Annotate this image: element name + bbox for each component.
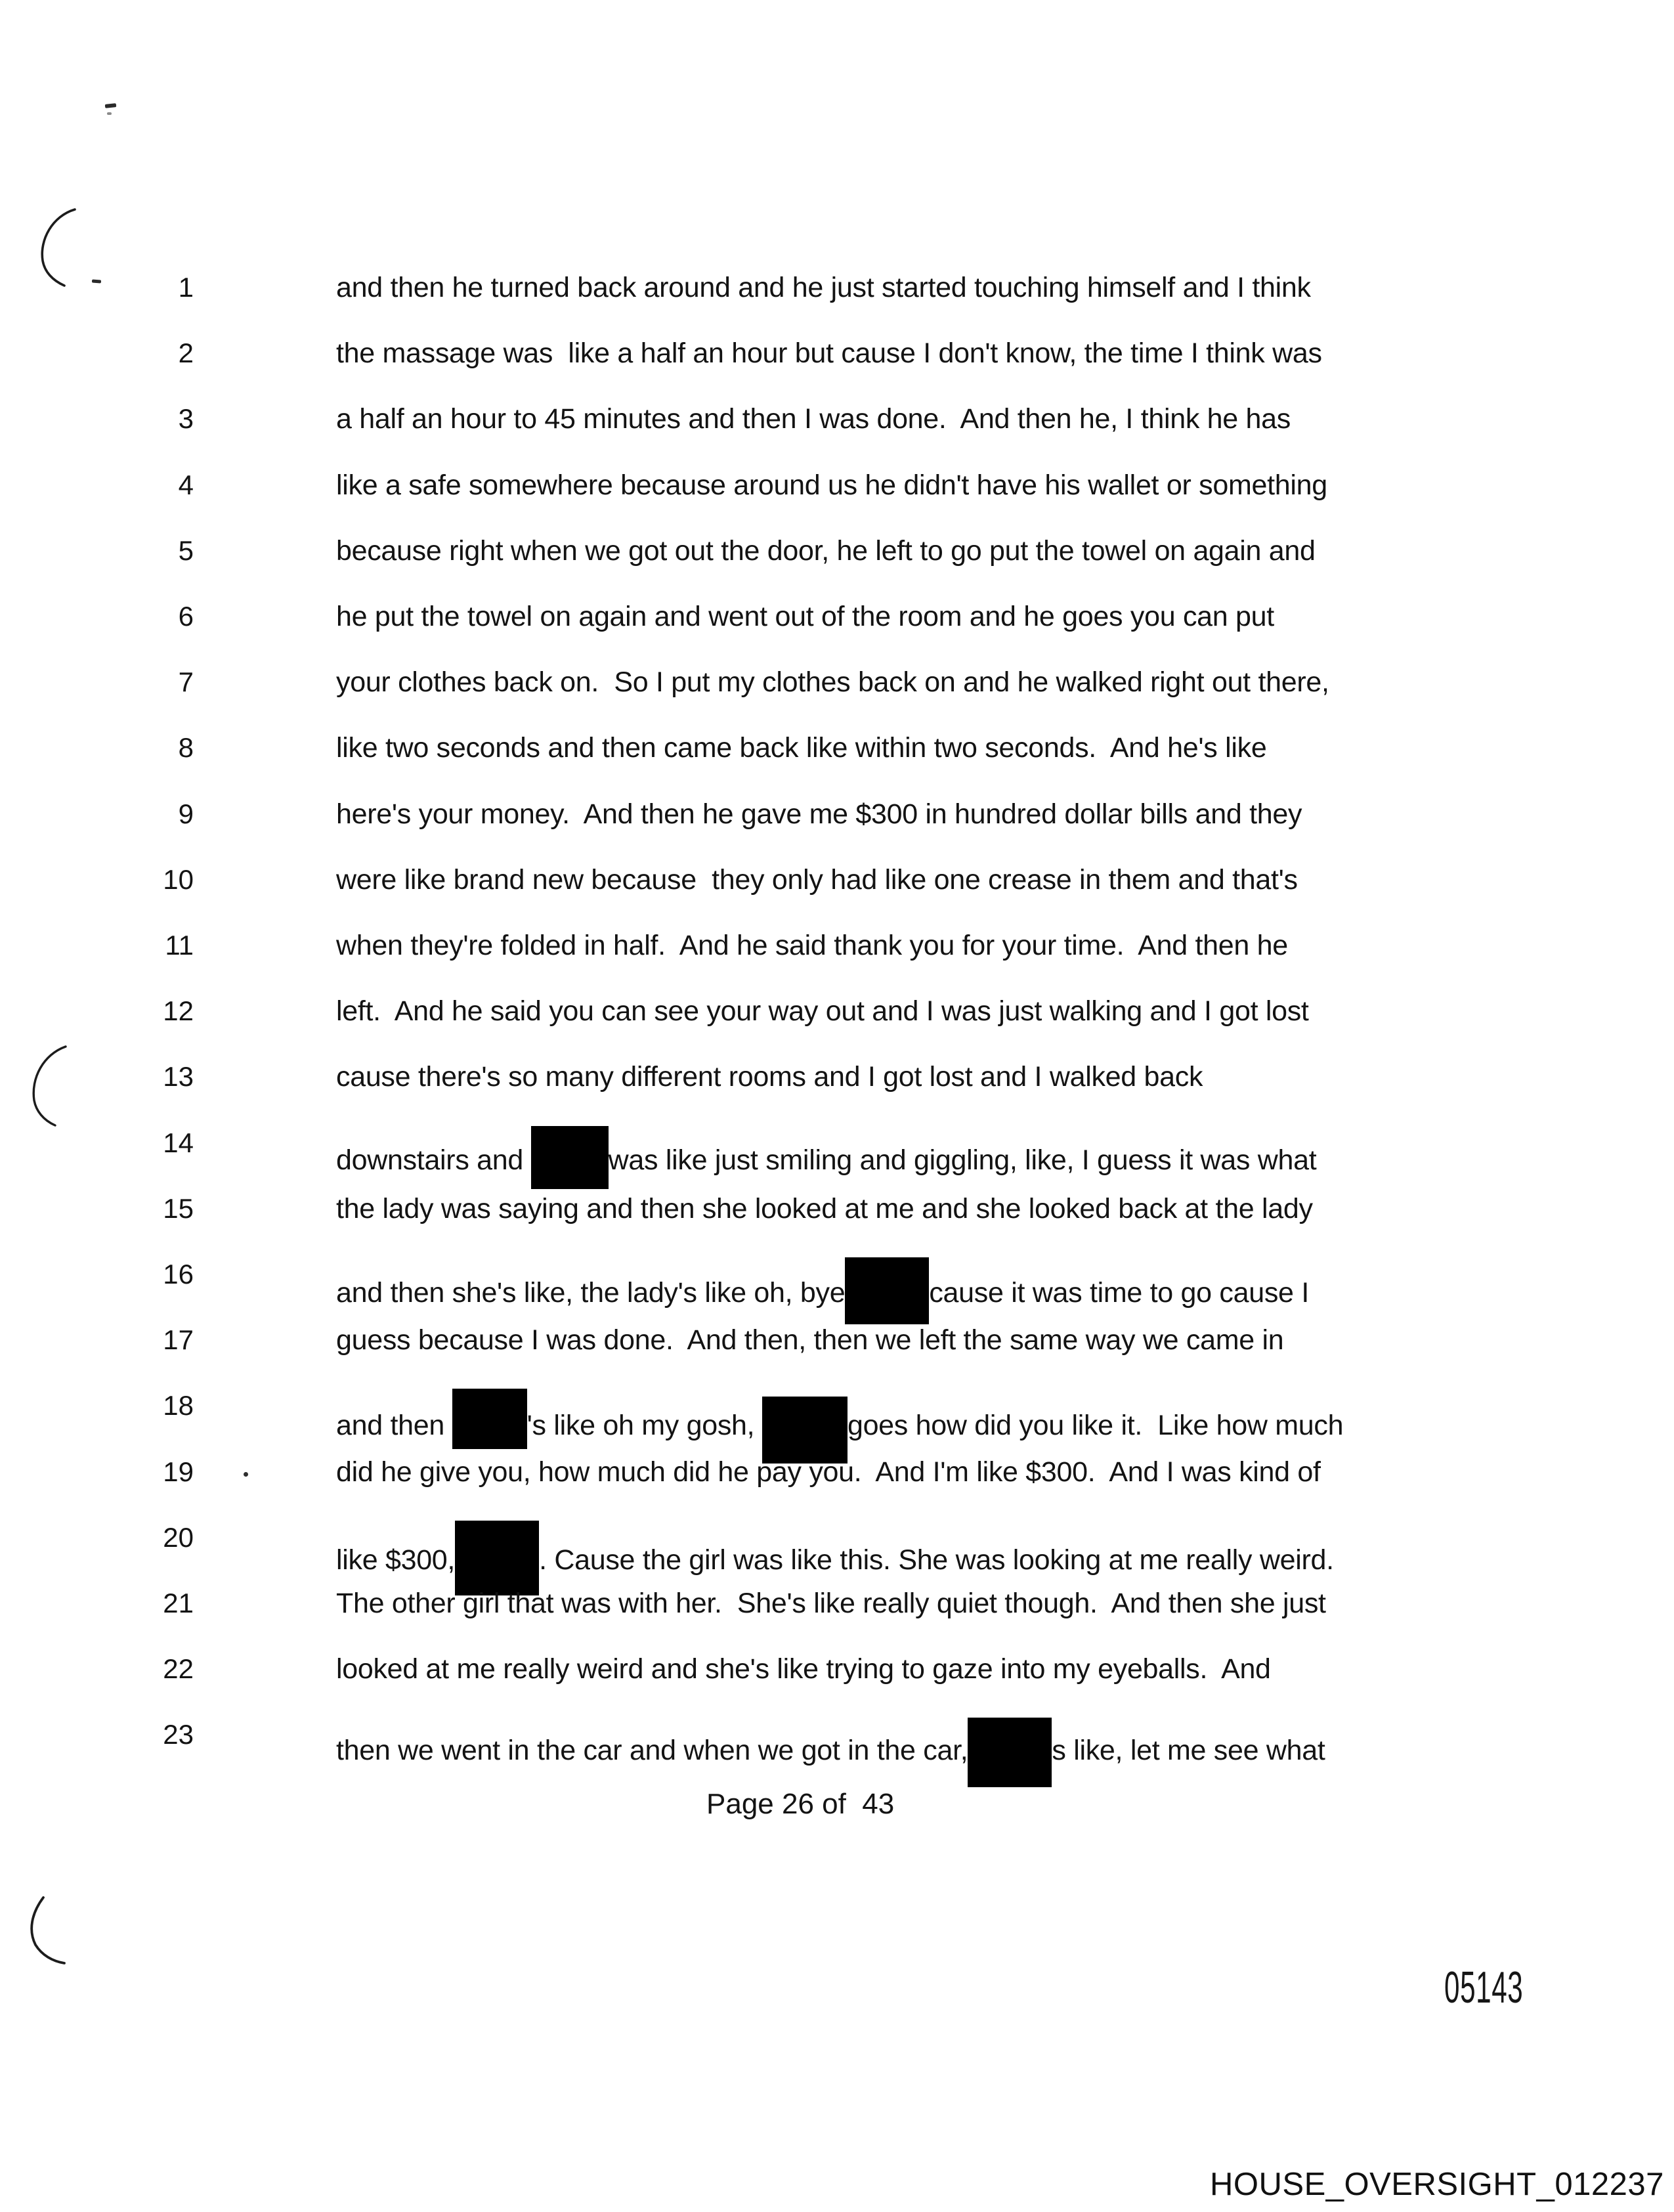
transcript-line [336, 271, 1311, 305]
redaction-box [455, 1521, 539, 1595]
line-number: 12 [163, 995, 194, 1026]
transcript-line [336, 1521, 1334, 1595]
transcript-line [336, 1389, 1343, 1464]
scan-stray-period [244, 1472, 248, 1477]
transcript-text-segment: like two seconds and then came back like within two seconds. And he's like [336, 732, 1267, 764]
line-number: 6 [178, 601, 194, 632]
line-number: 11 [165, 930, 194, 961]
scan-speck-top [105, 103, 117, 108]
transcript-line [336, 468, 1327, 502]
redaction-box [531, 1126, 609, 1189]
transcript-text-segment: were like brand new because they only had like one crease in them and that's [336, 864, 1298, 896]
transcript-line [336, 928, 1288, 963]
transcript-text-segment: when they're folded in half. And he said thank you for your time. And then he [336, 930, 1288, 961]
line-number: 20 [163, 1522, 194, 1553]
transcript-line [336, 797, 1302, 831]
scan-mark-paren-bottom-left [28, 1895, 71, 1967]
line-number: 4 [178, 469, 194, 500]
transcript-line [336, 731, 1266, 765]
transcript-text-segment: he put the towel on again and went out of the room and he goes you can put [336, 601, 1274, 632]
transcript-text-segment: then we went in the car and when we got in the car, [336, 1735, 968, 1766]
transcript-text-segment: a half an hour to 45 minutes and then I was done. And then he, I think he has [336, 403, 1291, 435]
transcript-line [336, 1126, 1316, 1189]
line-number: 14 [163, 1127, 194, 1158]
line-number: 21 [163, 1588, 194, 1618]
transcript-line [336, 1192, 1313, 1226]
redaction-box [968, 1718, 1052, 1787]
line-number: 9 [178, 798, 194, 829]
transcript-line [336, 1455, 1321, 1489]
transcript-line [336, 1652, 1271, 1686]
line-number: 3 [178, 403, 194, 434]
transcript-text-segment: like a safe somewhere because around us he didn't have his wallet or something [336, 469, 1327, 501]
transcript-line [336, 1718, 1325, 1787]
transcript-text-segment: cause there's so many different rooms and I got lost and I walked back [336, 1061, 1203, 1093]
transcript-text-segment: left. And he said you can see your way out and I was just walking and I got lost [336, 995, 1309, 1027]
transcript-line [336, 863, 1298, 897]
scan-mark-paren-middle-left [29, 1043, 74, 1129]
transcript-text-segment: s like, let me see what [1052, 1735, 1325, 1766]
transcript-text-segment: The other girl that was with her. She's like really quiet though. And then she just [336, 1588, 1326, 1619]
line-number: 23 [163, 1719, 194, 1750]
line-number: 7 [178, 666, 194, 697]
transcript-text-segment: looked at me really weird and she's like trying to gaze into my eyeballs. And [336, 1653, 1271, 1685]
line-number: 18 [163, 1390, 194, 1421]
line-number: 15 [163, 1193, 194, 1224]
transcript-text-segment: here's your money. And then he gave me $300 in hundred dollar bills and they [336, 798, 1302, 830]
redaction-box [762, 1397, 848, 1464]
transcript-text-segment: the lady was saying and then she looked at me and she looked back at the lady [336, 1193, 1313, 1225]
transcript-text-segment: guess because I was done. And then, then we left the same way we came in [336, 1324, 1284, 1356]
transcript-line [336, 1323, 1283, 1357]
transcript-line [336, 1060, 1203, 1094]
redaction-box [845, 1257, 929, 1324]
transcript-line [336, 402, 1291, 436]
transcript-text-segment: was like just smiling and giggling, like, I guess it was what [608, 1144, 1317, 1176]
control-number-stamp: 05143 [1444, 1963, 1524, 2012]
transcript-text-segment: 's like oh my gosh, [526, 1410, 762, 1441]
scan-mark-paren-top-left [37, 206, 83, 291]
transcript-line [336, 534, 1316, 568]
line-number: 10 [163, 864, 194, 895]
transcript-line [336, 1586, 1326, 1620]
line-number: 8 [178, 732, 194, 763]
transcript-text-segment: the massage was like a half an hour but cause I don't know, the time I think was [336, 337, 1322, 369]
page-number-footer: Page 26 of 43 [706, 1788, 895, 1820]
line-number: 17 [163, 1324, 194, 1355]
transcript-line [336, 1257, 1309, 1324]
transcript-text-segment: and then he turned back around and he just started touching himself and I think [336, 272, 1311, 303]
line-number: 1 [178, 272, 194, 303]
transcript-text-segment: and then she's like, the lady's like oh, bye [336, 1277, 846, 1309]
redaction-box [452, 1389, 527, 1449]
transcript-line [336, 665, 1329, 699]
line-number: 19 [163, 1456, 194, 1487]
line-number: 5 [178, 535, 194, 566]
transcript-text-segment: and then [336, 1410, 452, 1441]
bates-number: HOUSE_OVERSIGHT_012237 [1210, 2167, 1664, 2202]
transcript-text-segment: . Cause the girl was like this. She was looking at me really weird. [539, 1544, 1334, 1576]
transcript-text-segment: goes how did you like it. Like how much [847, 1410, 1344, 1441]
line-number: 16 [163, 1259, 194, 1290]
line-number: 13 [163, 1061, 194, 1092]
transcript-text-segment: like $300, [336, 1544, 456, 1576]
scan-speck-top-faint [107, 112, 112, 115]
transcript-text-segment: because right when we got out the door, he left to go put the towel on again and [336, 535, 1316, 567]
transcript-line [336, 599, 1274, 634]
transcript-text-segment: downstairs and [336, 1144, 531, 1176]
transcript-text-segment: did he give you, how much did he pay you. And I'm like $300. And I was kind of [336, 1456, 1321, 1488]
transcript-text-segment: cause it was time to go cause I [929, 1277, 1309, 1309]
transcript-line [336, 336, 1322, 370]
line-number: 22 [163, 1653, 194, 1684]
line-number: 2 [178, 337, 194, 368]
transcript-line [336, 994, 1309, 1028]
transcript-text-segment: your clothes back on. So I put my clothes back on and he walked right out there, [336, 666, 1329, 698]
